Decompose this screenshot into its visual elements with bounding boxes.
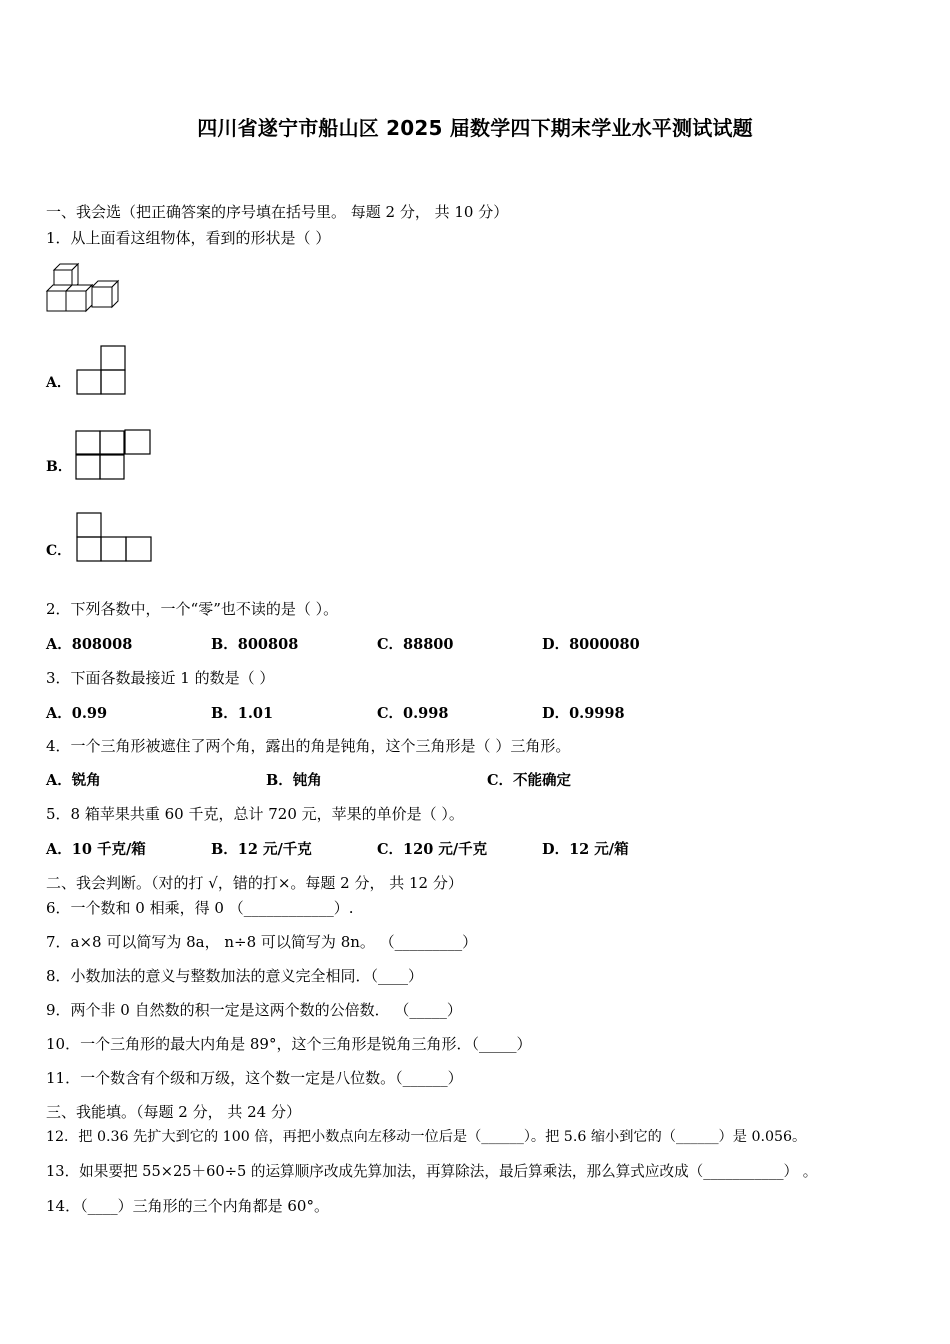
q1-option-a[interactable]: A． <box>46 375 71 391</box>
q3-option-c[interactable]: C．0.998 <box>377 705 449 722</box>
q2-option-c[interactable]: C．88800 <box>377 636 454 653</box>
q12-statement[interactable]: 12．把 0.36 先扩大到它的 100 倍，再把小数点向左移动一位后是（______）。把 5.6 缩小到它的（______）是 0.056。 <box>46 1129 807 1145</box>
q4-stem: 4．一个三角形被遮住了两个角，露出的角是钝角，这个三角形是（ ）三角形。 <box>46 737 571 755</box>
q6-statement[interactable]: 6．一个数和 0 相乘，得 0 （____________）. <box>46 899 354 917</box>
q8-statement[interactable]: 8．小数加法的意义与整数加法的意义完全相同．（____） <box>46 967 424 985</box>
page-title: 四川省遂宁市船山区 2025 届数学四下期末学业水平测试试题 <box>197 116 753 140</box>
q2-option-a[interactable]: A．808008 <box>46 636 133 653</box>
q5-stem: 5．8 箱苹果共重 60 千克，总计 720 元，苹果的单价是（ ）。 <box>46 805 464 823</box>
q14-statement[interactable]: 14．（____）三角形的三个内角都是 60°。 <box>46 1197 329 1215</box>
q3-option-b[interactable]: B．1.01 <box>211 705 274 722</box>
q1-cube-figure <box>46 260 122 314</box>
q11-statement[interactable]: 11．一个数含有个级和万级，这个数一定是八位数。（______） <box>46 1069 463 1087</box>
q10-statement[interactable]: 10．一个三角形的最大内角是 89°，这个三角形是锐角三角形．（_____） <box>46 1035 532 1053</box>
q1-option-c-shape <box>76 512 154 564</box>
q1-option-b-shape <box>75 429 153 481</box>
q5-option-a[interactable]: A．10 千克/箱 <box>46 841 146 858</box>
q1-option-a-shape <box>76 345 128 397</box>
q3-option-d[interactable]: D．0.9998 <box>542 705 625 722</box>
section1-heading: 一、我会选（把正确答案的序号填在括号里。 每题 2 分， 共 10 分） <box>46 203 509 221</box>
q2-option-b[interactable]: B．800808 <box>211 636 299 653</box>
q1-option-c[interactable]: C． <box>46 543 72 559</box>
q4-option-b[interactable]: B．钝角 <box>266 772 322 789</box>
q9-statement[interactable]: 9．两个非 0 自然数的积一定是这两个数的公倍数． （_____） <box>46 1001 462 1019</box>
q4-option-c[interactable]: C．不能确定 <box>487 772 572 789</box>
section2-heading: 二、我会判断。（对的打 √，错的打×。每题 2 分， 共 12 分） <box>46 874 463 892</box>
q2-stem: 2．下列各数中，一个“零”也不读的是（ ）。 <box>46 600 339 618</box>
q1-option-b[interactable]: B． <box>46 459 72 475</box>
section3-heading: 三、我能填。（每题 2 分， 共 24 分） <box>46 1103 301 1121</box>
q5-option-d[interactable]: D．12 元/箱 <box>542 841 629 858</box>
q2-option-d[interactable]: D．8000080 <box>542 636 640 653</box>
q3-option-a[interactable]: A．0.99 <box>46 705 108 722</box>
q1-stem: 1．从上面看这组物体，看到的形状是（ ） <box>46 229 331 247</box>
q4-option-a[interactable]: A．锐角 <box>46 772 101 789</box>
q13-statement[interactable]: 13．如果要把 55×25＋60÷5 的运算顺序改成先算加法，再算除法，最后算乘法，那么算式应改成（___________） 。 <box>46 1163 818 1180</box>
q3-stem: 3．下面各数最接近 1 的数是（ ） <box>46 669 275 687</box>
q7-statement[interactable]: 7．a×8 可以简写为 8a， n÷8 可以简写为 8n。 （_________） <box>46 933 478 951</box>
q5-option-c[interactable]: C．120 元/千克 <box>377 841 488 858</box>
q5-option-b[interactable]: B．12 元/千克 <box>211 841 312 858</box>
